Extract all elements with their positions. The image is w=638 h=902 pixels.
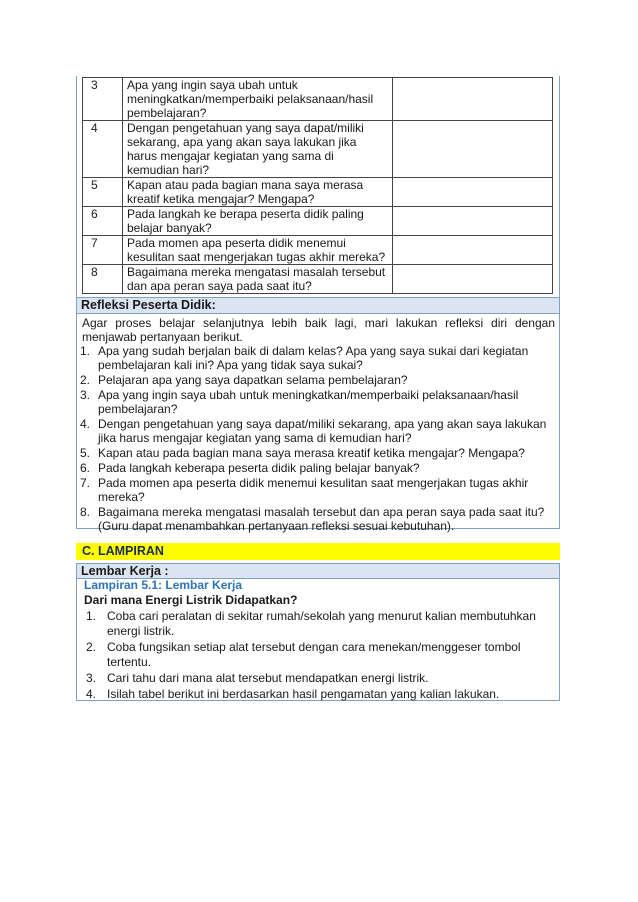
question-text: Pada langkah ke berapa peserta didik paling belajar banyak? [123,207,393,236]
answer-cell[interactable] [393,207,553,236]
list-number: 1. [80,344,91,358]
list-text: Dengan pengetahuan yang saya dapat/miliki sekarang, apa yang akan saya lakukan jika harus mengajar kegiatan yang sama di kemudian hari? [98,417,547,445]
answer-cell[interactable] [393,265,553,294]
list-text: Kapan atau pada bagian mana saya merasa kreatif ketika mengajar? Mengapa? [98,446,525,460]
worksheet-subtitle: Dari mana Energi Listrik Didapatkan? [84,593,298,607]
list-number: 7. [80,476,91,490]
worksheet-header: Lembar Kerja : [76,563,560,579]
question-text: Pada momen apa peserta didik menemui kesulitan saat mengerjakan tugas akhir mereka? [123,236,393,265]
list-text: Pada langkah keberapa peserta didik paling belajar banyak? [98,461,420,475]
list-item [80,344,554,372]
list-text: Cari tahu dari mana alat tersebut mendapatkan energi listrik. [107,671,429,685]
table-row [83,207,553,236]
list-item [80,373,554,387]
question-number: 3 [83,78,123,121]
question-number: 7 [83,236,123,265]
list-text: Bagaimana mereka mengatasi masalah tersebut dan apa peran saya pada saat itu? (Guru dapat menambahkan pertanyaan refleksi sesuai kebutuhan). [98,505,545,533]
list-number: 3. [86,671,97,685]
question-number: 4 [83,121,123,178]
list-item [80,476,554,504]
list-text: Coba cari peralatan di sekitar rumah/sekolah yang menurut kalian membutuhkan energi listrik. [107,609,536,638]
question-number: 6 [83,207,123,236]
question-text: Dengan pengetahuan yang saya dapat/miliki sekarang, apa yang akan saya lakukan jika harus mengajar kegiatan yang sama di kemudian hari? [123,121,393,178]
list-item [86,609,552,639]
list-item [86,671,552,686]
list-number: 2. [86,640,97,654]
table-row [83,265,553,294]
list-item [86,640,552,670]
list-text: Apa yang ingin saya ubah untuk meningkatkan/memperbaiki pelaksanaan/hasil pembelajaran? [98,388,519,416]
table-row [83,121,553,178]
list-number: 3. [80,388,91,402]
question-text: Kapan atau pada bagian mana saya merasa kreatif ketika mengajar? Mengapa? [123,178,393,207]
list-number: 2. [80,373,91,387]
list-number: 1. [86,609,97,623]
list-text: Apa yang sudah berjalan baik di dalam kelas? Apa yang saya sukai dari kegiatan pembelajaran kali ini? Apa yang tidak saya sukai? [98,344,529,372]
table-row [83,78,553,121]
answer-cell[interactable] [393,121,553,178]
student-reflection-header: Refleksi Peserta Didik: [76,297,560,314]
table-row [83,236,553,265]
list-text: Pada momen apa peserta didik menemui kesulitan saat mengerjakan tugas akhir mereka? [98,476,529,504]
list-number: 4. [80,417,91,431]
student-reflection-list [80,344,554,534]
list-number: 6. [80,461,91,475]
list-text: Isilah tabel berikut ini berdasarkan hasil pengamatan yang kalian lakukan. [107,687,500,701]
answer-cell[interactable] [393,78,553,121]
list-number: 5. [80,446,91,460]
list-item [80,505,554,533]
list-text: Pelajaran apa yang saya dapatkan selama pembelajaran? [98,373,408,387]
list-item [80,388,554,416]
student-reflection-intro: Agar proses belajar selanjutnya lebih baik lagi, mari lakukan refleksi diri dengan menjawab pertanyaan berikut. [82,316,555,344]
list-item [80,461,554,475]
list-text: Coba fungsikan setiap alat tersebut dengan cara menekan/menggeser tombol tertentu. [107,640,521,669]
answer-cell[interactable] [393,178,553,207]
worksheet-title: Lampiran 5.1: Lembar Kerja [84,578,243,592]
lampiran-section-heading: C. LAMPIRAN [76,543,560,560]
worksheet-steps-list [86,609,552,703]
list-item [86,687,552,702]
list-number: 4. [86,687,97,701]
question-text: Bagaimana mereka mengatasi masalah tersebut dan apa peran saya pada saat itu? [123,265,393,294]
teacher-reflection-table [82,77,553,294]
answer-cell[interactable] [393,236,553,265]
list-number: 8. [80,505,91,519]
list-item [80,417,554,445]
question-number: 8 [83,265,123,294]
question-text: Apa yang ingin saya ubah untuk meningkatkan/memperbaiki pelaksanaan/hasil pembelajaran? [123,78,393,121]
list-item [80,446,554,460]
table-row [83,178,553,207]
question-number: 5 [83,178,123,207]
